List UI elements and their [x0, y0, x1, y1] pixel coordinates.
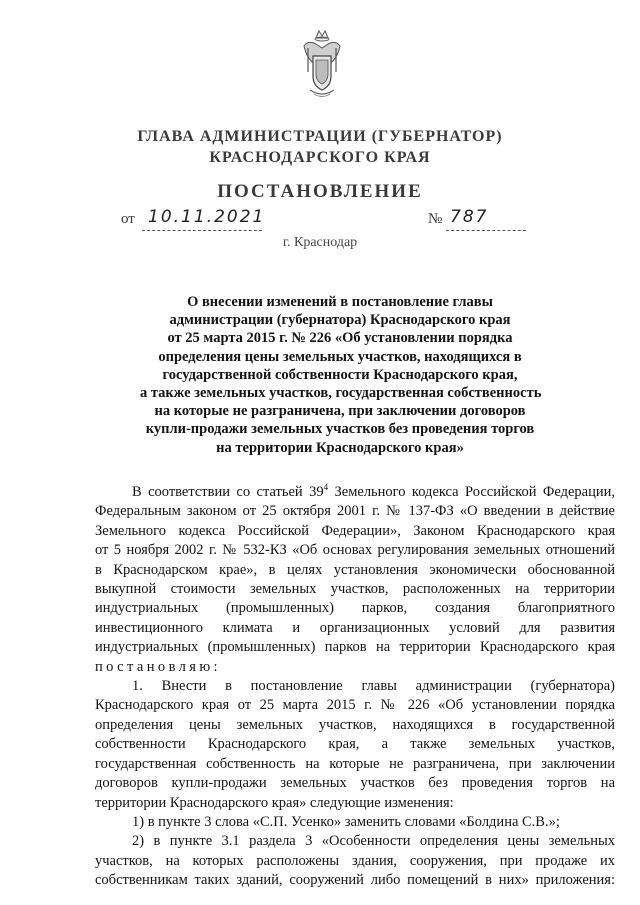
authority-name-line1: ГЛАВА АДМИНИСТРАЦИИ (ГУБЕРНАТОР) — [137, 128, 503, 145]
paragraph-1-line: Краснодарского края от 25 марта 2015 г. № 226 «Об установлении порядка — [95, 697, 615, 714]
item-2-line: участков, на которых расположены здания, сооружения, при продаже их — [95, 852, 615, 869]
title-line: государственной собственности Краснодарского края, — [162, 366, 518, 383]
paragraph-1-line: территории Краснодарского края» следующие изменения: — [95, 794, 454, 811]
document-body — [95, 483, 615, 891]
number-underline — [446, 230, 526, 231]
decree-word: постановляю: — [95, 658, 221, 675]
body-line-preamble-start — [95, 483, 615, 502]
date-underline — [142, 230, 262, 231]
title-line: на которые не разграничена, при заключении договоров — [154, 403, 526, 420]
body-line: индустриальных (промышленных) парков, создания благоприятного — [95, 600, 615, 617]
authority-name-line2: КРАСНОДАРСКОГО КРАЯ — [209, 149, 431, 166]
title-line: а также земельных участков, государственная собственность — [140, 385, 542, 402]
city-name: г. Краснодар — [282, 235, 358, 250]
title-line: определения цены земельных участков, находящихся в — [158, 348, 522, 365]
paragraph-1-line: определения цены земельных участков, находящихся в государственной — [95, 716, 615, 733]
title-line: от 25 марта 2015 г. № 226 «Об установлении порядка — [167, 330, 513, 347]
number-prefix: № — [428, 211, 443, 227]
article-superscript: 4 — [323, 483, 329, 493]
body-line: от 5 ноября 2002 г. № 532-КЗ «Об основах регулирования земельных отношений — [95, 542, 615, 559]
paragraph-1-line: государственная собственность на которые не разграничена, при заключении — [95, 755, 615, 772]
coat-of-arms-emblem — [300, 28, 344, 100]
paragraph-1-line: 1. Внести в постановление главы администрации (губернатора) — [132, 678, 615, 695]
preamble-text: В соответствии со статьей 39 — [132, 484, 324, 500]
item-1: 1) в пункте 3 слова «С.П. Усенко» заменить словами «Болдина С.В.»; — [132, 813, 560, 830]
date-prefix: от — [121, 211, 135, 227]
preamble-text-cont: Земельного кодекса Российской Федерации, — [328, 484, 615, 500]
item-2-line: 2) в пункте 3.1 раздела 3 «Особенности определения цены земельных — [132, 833, 615, 850]
body-line: Федеральным законом от 25 октября 2001 г. № 137-ФЗ «О введении в действие — [95, 503, 615, 520]
title-line: купли-продажи земельных участков без проведения торгов — [145, 421, 535, 438]
body-line: инвестиционного климата и организационных условий для развития — [95, 619, 615, 636]
title-line: на территории Краснодарского края» — [216, 439, 464, 456]
title-line: администрации (губернатора) Краснодарского края — [169, 312, 511, 329]
body-line: выкупной стоимости земельных участков, расположенных на территории — [95, 581, 615, 598]
date-value: 10.11.2021 — [148, 207, 266, 227]
paragraph-1-line: собственности Краснодарского края, а также земельных участков, — [95, 736, 615, 753]
paragraph-1-line: договоров купли-продажи земельных участков без проведения торгов на — [95, 775, 615, 792]
body-line: индустриальных (промышленных) парков на территории Краснодарского края — [95, 639, 615, 656]
body-line: Земельного кодекса Российской Федерации», Законом Краснодарского края — [95, 522, 615, 539]
title-line: О внесении изменений в постановление главы — [187, 294, 493, 310]
document-type: ПОСТАНОВЛЕНИЕ — [217, 181, 423, 202]
number-value: 787 — [450, 207, 489, 227]
document-title — [140, 293, 540, 457]
body-line: в Краснодарском крае», в целях установления экономически обоснованной — [95, 561, 615, 578]
item-2-line: собственникам таких зданий, сооружений либо помещений в них» приложения: — [95, 872, 615, 889]
date-number-row — [0, 207, 640, 233]
